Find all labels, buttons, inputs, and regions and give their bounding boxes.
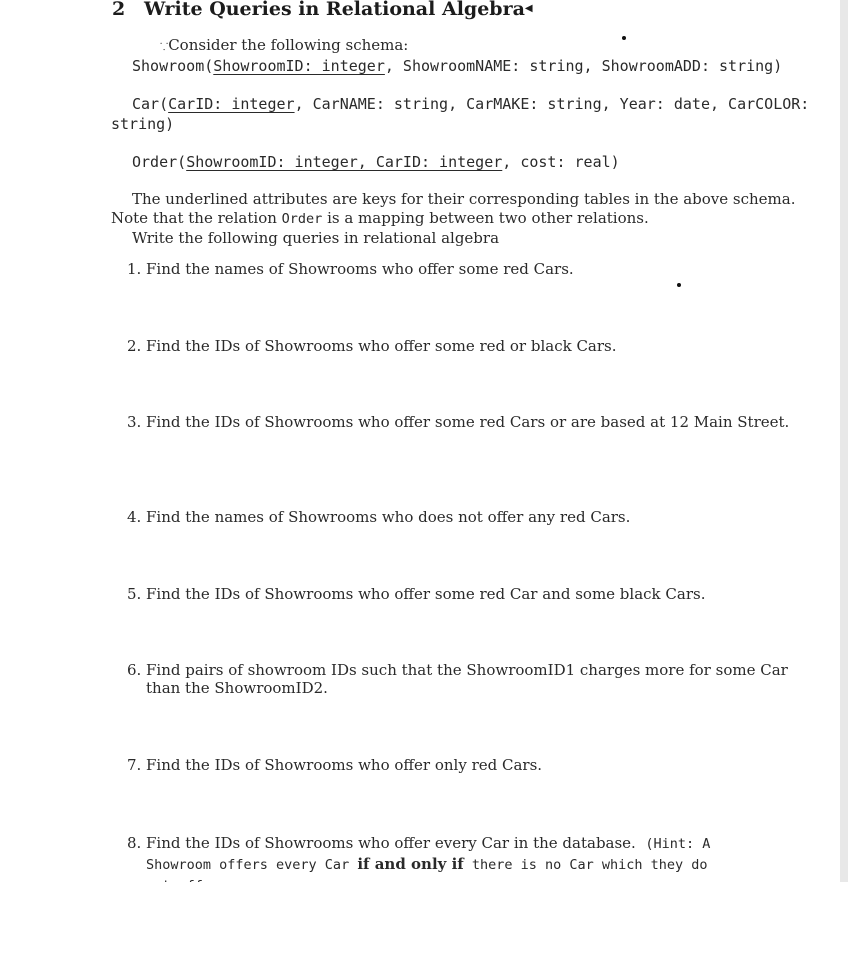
notes-line-3: Write the following queries in relational algebra (132, 229, 500, 247)
schema-car: Car(CarID: integer, CarNAME: string, CarMAKE: string, Year: date, CarCOLOR: (132, 95, 810, 113)
notes-line-2: Note that the relation Order is a mapping between two other relations. (111, 209, 649, 227)
query-item: 2. Find the IDs of Showrooms who offer some red or black Cars. (127, 337, 617, 355)
query-item: 6. Find pairs of showroom IDs such that the ShowroomID1 charges more for some Car than the ShowroomID2. (127, 661, 788, 697)
section-title: Write Queries in Relational Algebra (144, 0, 525, 20)
stray-dot (677, 283, 681, 287)
query-item: 4. Find the names of Showrooms who does not offer any red Cars. (127, 508, 631, 526)
notes-line-1: The underlined attributes are keys for their corresponding tables in the above schema. (132, 190, 796, 208)
blank-area (0, 882, 862, 958)
query-item: 7. Find the IDs of Showrooms who offer only red Cars. (127, 756, 543, 774)
query-item: 1. Find the names of Showrooms who offer some red Cars. (127, 260, 574, 278)
intro-text: ⸪Consider the following schema: (160, 36, 409, 54)
query-item: 5. Find the IDs of Showrooms who offer some red Car and some black Cars. (127, 585, 706, 603)
query-item: 8. Find the IDs of Showrooms who offer every Car in the database. (Hint: A Showroom offers every Car if and only if there is no Car which they do (127, 834, 711, 873)
query-item: 3. Find the IDs of Showrooms who offer some red Cars or are based at 12 Main Street. (127, 413, 790, 431)
section-heading: 2 Write Queries in Relational Algebra◀ (112, 0, 533, 20)
section-number: 2 (112, 0, 126, 20)
schema-showroom: Showroom(ShowroomID: integer, ShowroomNAME: string, ShowroomADD: string) (132, 57, 783, 75)
schema-car-cont: string) (111, 115, 175, 133)
schema-order: Order(ShowroomID: integer, CarID: integer, cost: real) (132, 153, 620, 171)
stray-dot (622, 36, 626, 40)
